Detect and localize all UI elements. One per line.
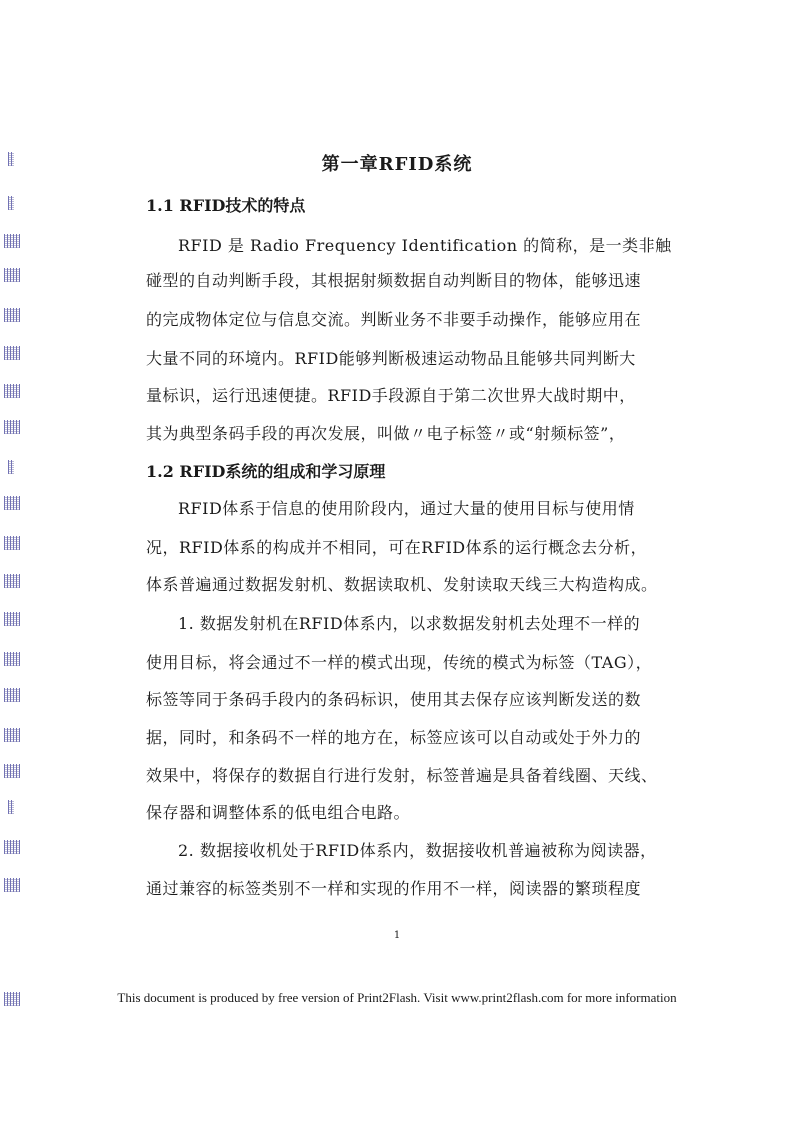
margin-mark (4, 878, 20, 892)
chapter-title: 第一章RFID系统 (321, 154, 473, 175)
paragraph-line: 况，RFID体系的构成并不相同，可在RFID体系的运行概念去分析， (146, 538, 648, 557)
margin-mark (4, 420, 20, 434)
margin-mark (4, 234, 20, 248)
paragraph-line: RFID体系于信息的使用阶段内，通过大量的使用目标与使用情 (178, 499, 635, 518)
margin-mark (4, 346, 20, 360)
section-heading: 1.1 RFID技术的特点 (146, 196, 306, 215)
paragraph-line: 效果中，将保存的数据自行进行发射，标签普遍是具备着线圈、天线、 (146, 766, 658, 785)
paragraph-line: 通过兼容的标签类别不一样和实现的作用不一样，阅读器的繁琐程度 (146, 879, 642, 898)
paragraph-line: 保存器和调整体系的低电组合电路。 (146, 803, 411, 822)
section-heading: 1.2 RFID系统的组成和学习原理 (146, 462, 386, 481)
margin-mark (4, 688, 20, 702)
margin-mark (4, 536, 20, 550)
paragraph-line: 量标识，运行迅速便捷。RFID手段源自于第二次世界大战时期中， (146, 386, 636, 405)
margin-mark (4, 384, 20, 398)
paragraph-line: 2. 数据接收机处于RFID体系内，数据接收机普遍被称为阅读器， (178, 841, 657, 860)
paragraph-line: 的完成物体定位与信息交流。判断业务不非要手动操作，能够应用在 (146, 310, 642, 329)
paragraph-line: 体系普遍通过数据发射机、数据读取机、发射读取天线三大构造构成。 (146, 575, 658, 594)
footer-notice: This document is produced by free version of Print2Flash. Visit www.print2flash.com for more information (117, 990, 677, 1005)
paragraph-line: 其为典型条码手段的再次发展，叫做〃电子标签〃或“射频标签”， (146, 424, 626, 443)
margin-mark (4, 764, 20, 778)
margin-mark (4, 574, 20, 588)
margin-mark (4, 268, 20, 282)
margin-mark (4, 496, 20, 510)
paragraph-line: 标签等同于条码手段内的条码标识，使用其去保存应该判断发送的数 (146, 690, 642, 709)
paragraph-line: 使用目标，将会通过不一样的模式出现，传统的模式为标签（TAG）， (146, 653, 653, 672)
margin-mark (8, 460, 14, 474)
margin-mark (4, 728, 20, 742)
margin-mark (8, 800, 14, 814)
margin-mark (4, 612, 20, 626)
paragraph-line: 1. 数据发射机在RFID体系内，以求数据发射机去处理不一样的 (178, 614, 641, 633)
margin-mark (8, 196, 14, 210)
paragraph-line: RFID 是 Radio Frequency Identification 的简称，是一类非触 (178, 236, 672, 255)
margin-mark (4, 652, 20, 666)
paragraph-line: 大量不同的环境内。RFID能够判断极速运动物品且能够共同判断大 (146, 349, 636, 368)
margin-mark (4, 840, 20, 854)
paragraph-line: 碰型的自动判断手段，其根据射频数据自动判断目的物体，能够迅速 (146, 271, 642, 290)
margin-mark (4, 308, 20, 322)
paragraph-line: 据，同时，和条码不一样的地方在，标签应该可以自动或处于外力的 (146, 728, 642, 747)
page-number: 1 (393, 930, 401, 941)
